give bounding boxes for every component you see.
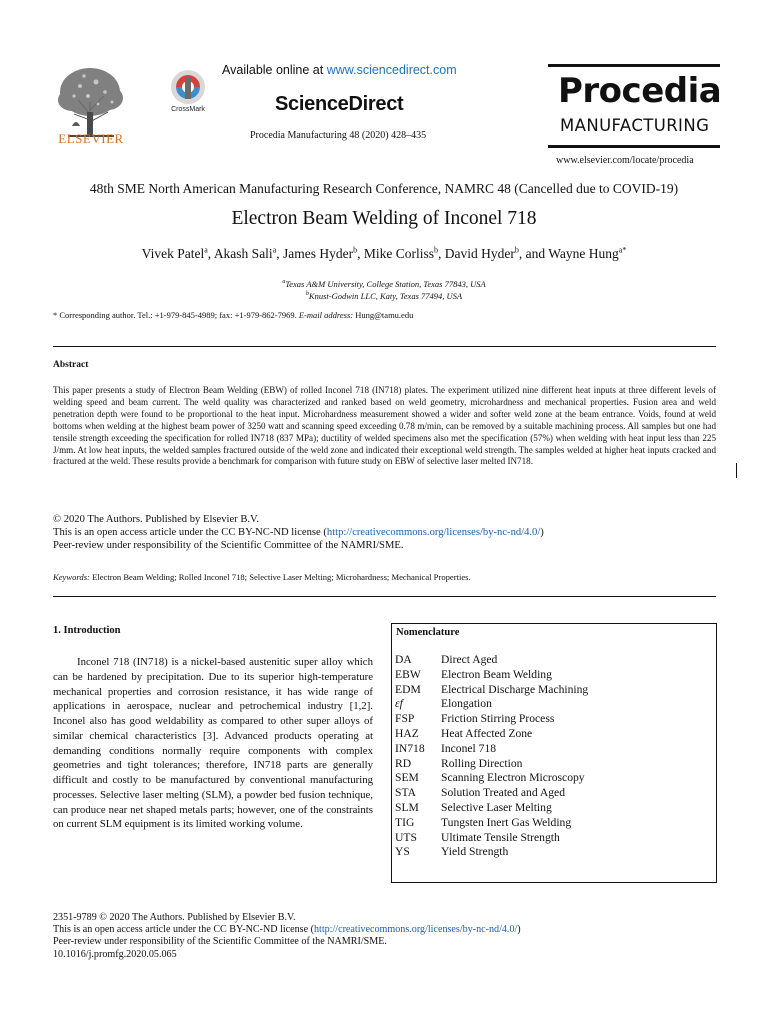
- nomenclature-item: DA Direct Aged: [395, 653, 498, 666]
- nomenclature-item: RD Rolling Direction: [395, 756, 523, 770]
- sciencedirect-link[interactable]: www.sciencedirect.com: [326, 63, 457, 77]
- abstract-heading: Abstract: [53, 360, 89, 370]
- nomenclature-item: HAZ Heat Affected Zone: [395, 726, 533, 740]
- author: James Hyder$^b$,: [283, 245, 364, 261]
- nomenclature-item: EBW Electron Beam Welding: [395, 667, 552, 681]
- author: Mike Corliss$^b$,: [363, 245, 445, 261]
- corresponding-author: * Corresponding author. Tel.: +1-979-845-4989; fax: +1-979-862-7969. E-mail address: Hung@tamu.edu: [53, 310, 414, 320]
- author: Akash Sali$^a$,: [213, 245, 283, 261]
- nomenclature-item: IN718 Inconel 718: [395, 741, 497, 755]
- peer-review-line: Peer-review under responsibility of the Scientific Committee of the NAMRI/SME.: [53, 540, 404, 551]
- nomenclature-list: [395, 653, 713, 860]
- nomenclature-item: FSP Friction Stirring Process: [395, 712, 555, 726]
- nomenclature-heading: Nomenclature: [396, 627, 460, 638]
- footer: [53, 912, 521, 961]
- nomenclature-item: UTS Ultimate Tensile Strength: [395, 830, 560, 844]
- nomenclature-item: EDM Electrical Discharge Machining: [395, 682, 589, 696]
- introduction-heading: 1. Introduction: [53, 625, 121, 636]
- publisher-name: ELSEVIER: [58, 131, 124, 146]
- journal-subtitle: MANUFACTURING: [560, 116, 710, 135]
- footer-issn-line: 2351-9789 © 2020 The Authors. Published by Elsevier B.V.: [53, 912, 296, 923]
- affiliation-a: $^a$Texas A&M University, College Station, Texas 77843, USA: [282, 279, 486, 289]
- doi[interactable]: 10.1016/j.promfg.2020.05.065: [53, 948, 177, 960]
- crossmark-label: CrossMark: [171, 106, 205, 113]
- conference-name: 48th SME North American Manufacturing Research Conference, NAMRC 48 (Cancelled due to COVID-19): [89, 181, 679, 196]
- author: Vivek Patel$^a$,: [141, 245, 214, 261]
- footer-peer-review: Peer-review under responsibility of the Scientific Committee of the NAMRI/SME.: [53, 936, 387, 948]
- email-link[interactable]: Hung@tamu.edu: [353, 310, 414, 320]
- divider-top: [53, 346, 716, 347]
- license-line: This is an open access article under the CC BY-NC-ND license (http://creativecommons.org/licenses/by-nc-nd/4.0/): [53, 527, 544, 538]
- author-list: [0, 246, 768, 262]
- license-link[interactable]: http://creativecommons.org/licenses/by-nc-nd/4.0/: [326, 527, 541, 538]
- text-cursor: [736, 463, 737, 478]
- nomenclature-item: STA Solution Treated and Aged: [395, 786, 565, 800]
- journal-reference: Procedia Manufacturing 48 (2020) 428–435: [250, 130, 427, 141]
- nomenclature-item: YS Yield Strength: [395, 845, 509, 859]
- copyright-block: [53, 513, 716, 552]
- author: David Hyder$^b$, and: [444, 245, 549, 261]
- author: Wayne Hung$^{a*}$: [548, 245, 627, 261]
- nomenclature-item: εf Elongation: [395, 697, 492, 711]
- copyright-line: © 2020 The Authors. Published by Elsevier B.V.: [53, 514, 259, 525]
- journal-url[interactable]: www.elsevier.com/locate/procedia: [556, 155, 694, 166]
- abstract-text: This paper presents a study of Electron Beam Welding (EBW) of rolled Inconel 718 (IN718) plates. The experiment utilized nine different heat inputs at three different levels of welding speed and beam current. The weld quality was characterized and ranked based on weld geometry, microhardness and mechanical properties. Fusion area and weld penetration depth were found to be proportional to the heat input. Microhardness measurement showed a wider and softer weld zone at the beam entrance. Voids, found at weld bottoms when welding at the highest beam power of 3250 watt and scanning speed exceeding 0.78 m/min, can be removed by a suitable machining process. All samples but one had tensile strength exceeding the specification for rolled IN718 (837 MPa); ductility of welded specimens also met the specification (57%) when welding with heat input less than 225 J/mm. At low heat inputs, the welded samples fractured outside of the weld zone and indicated their exceptional weld strength. The samples welded at higher heat inputs cracked and fractured at the weld. These results provide a benchmark for comparison with future study on EBW of selective laser melted IN718.: [53, 385, 716, 467]
- keywords: Keywords: Electron Beam Welding; Rolled Inconel 718; Selective Laser Melting; Microhardness; Mechanical Properties.: [53, 572, 471, 582]
- affiliation-b: $^b$Knust-Godwin LLC, Katy, Texas 77494, USA: [305, 291, 463, 301]
- available-prefix: Available online at: [222, 63, 327, 77]
- footer-license-line: This is an open access article under the CC BY-NC-ND license (http://creativecommons.org/licenses/by-nc-nd/4.0/): [53, 924, 521, 936]
- introduction-text: Inconel 718 (IN718) is a nickel-based austenitic super alloy which can be hardened by precipitation. Due to its superior high-temperature mechanical properties and corrosion resistance, it has wide range of applications in aerospace, nuclear and petrochemical industry [1,2]. Inconel also has good weldability as compared to other super alloys of similar chemical characteristics [3]. Advanced products operating at demanding conditions normally require components with complex geometries and tight tolerances; therefore, IN718 parts are generally difficult and costly to be manufactured by conventional manufacturing processes. Selective laser melting (SLM), a powder bed fusion technique, can produce near net shaped metals parts; however, one of the constraints on current SLM equipment is its limited working volume.: [53, 656, 373, 831]
- nomenclature-item: TIG Tungsten Inert Gas Welding: [395, 815, 572, 829]
- platform-name: ScienceDirect: [275, 93, 404, 115]
- divider-middle: [53, 596, 716, 597]
- journal-title: Procedia: [558, 71, 722, 111]
- available-online: [222, 63, 457, 77]
- paper-title: Electron Beam Welding of Inconel 718: [231, 208, 537, 229]
- footer-license-link[interactable]: http://creativecommons.org/licenses/by-nc-nd/4.0/: [313, 924, 518, 936]
- nomenclature-item: SEM Scanning Electron Microscopy: [395, 771, 585, 785]
- nomenclature-item: SLM Selective Laser Melting: [395, 800, 552, 814]
